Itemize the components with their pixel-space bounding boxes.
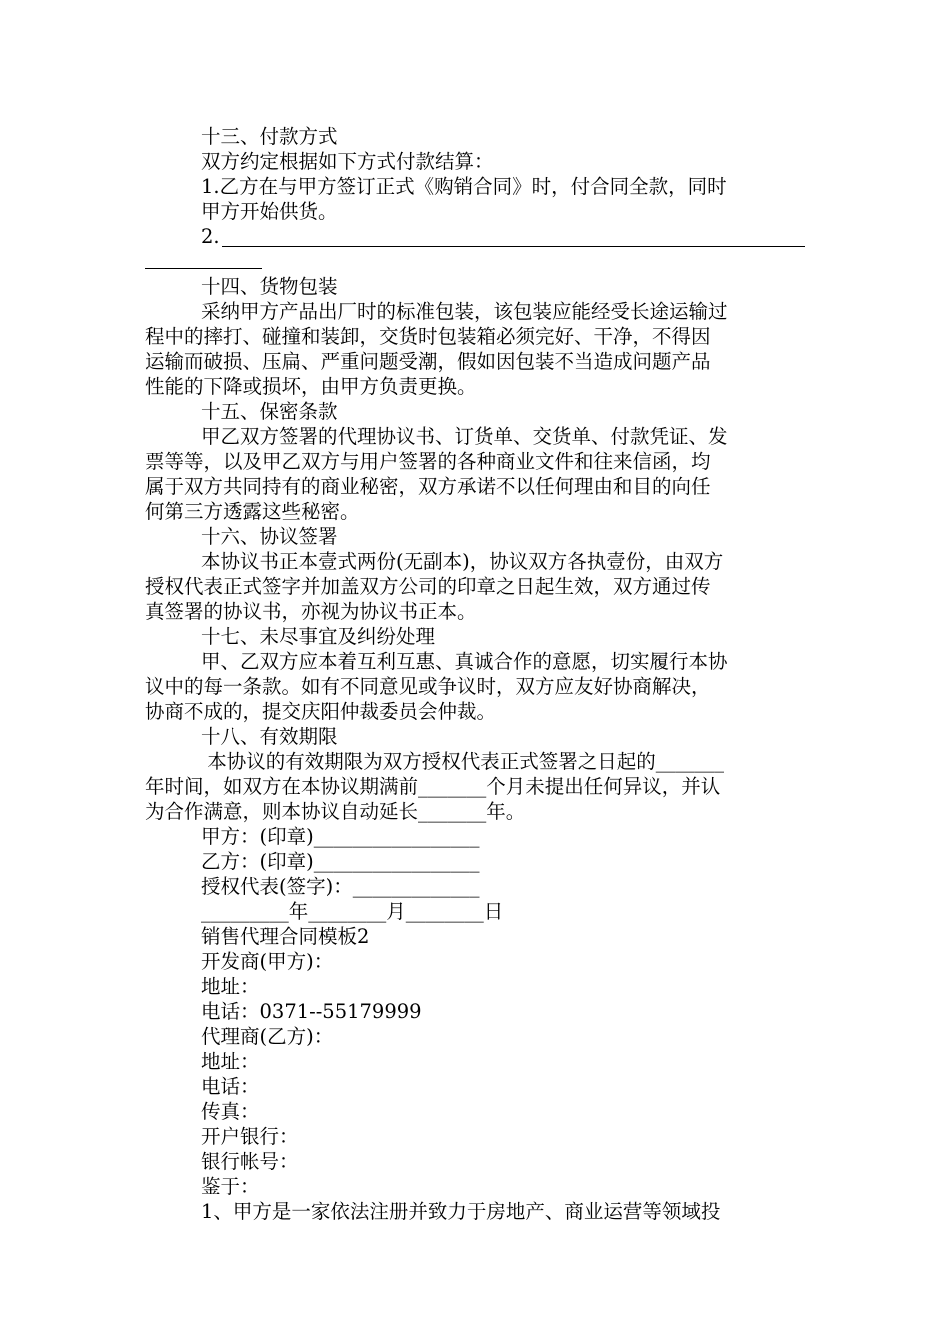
template-2-title: 销售代理合同模板2: [201, 925, 370, 948]
developer-address-field: 地址：: [201, 975, 260, 998]
section-13-title: 十三、付款方式: [201, 125, 338, 148]
paragraph-line: 议中的每一条款。如有不同意见或争议时，双方应友好协商解决，: [145, 675, 711, 698]
blank-fill-line-continued: [145, 268, 262, 269]
signature-representative: 授权代表(签字)：_____________: [201, 875, 480, 898]
agent-fax-field: 传真：: [201, 1100, 260, 1123]
paragraph-line: 属于双方共同持有的商业秘密，双方承诺不以任何理由和目的向任: [145, 475, 711, 498]
item-2-label: 2.: [201, 225, 220, 248]
paragraph-line: 协商不成的，提交庆阳仲裁委员会仲裁。: [145, 700, 497, 723]
paragraph-line: 授权代表正式签字并加盖双方公司的印章之日起生效，双方通过传: [145, 575, 711, 598]
section-15-title: 十五、保密条款: [201, 400, 338, 423]
paragraph-line: 甲、乙双方应本着互利互惠、真诚合作的意愿，切实履行本协: [201, 650, 728, 673]
paragraph-line: 本协议书正本壹式两份(无副本)，协议双方各执壹份，由双方: [201, 550, 724, 573]
paragraph-line: 运输而破损、压扁、严重问题受潮，假如因包装不当造成问题产品: [145, 350, 711, 373]
paragraph-line: 票等等，以及甲乙双方与用户签署的各种商业文件和往来信函，均: [145, 450, 711, 473]
section-18-title: 十八、有效期限: [201, 725, 338, 748]
paragraph-line: 1.乙方在与甲方签订正式《购销合同》时，付合同全款，同时: [201, 175, 727, 198]
developer-field: 开发商(甲方)：: [201, 950, 334, 973]
paragraph-line: 采纳甲方产品出厂时的标准包装，该包装应能经受长途运输过: [201, 300, 728, 323]
section-17-title: 十七、未尽事宜及纠纷处理: [201, 625, 436, 648]
paragraph-line: 程中的摔打、碰撞和装卸，交货时包装箱必须完好、干净，不得因: [145, 325, 711, 348]
bank-field: 开户银行：: [201, 1125, 299, 1148]
bank-account-field: 银行帐号：: [201, 1150, 299, 1173]
whereas-heading: 鉴于：: [201, 1175, 260, 1198]
signature-date: _________年________月________日: [201, 900, 504, 923]
paragraph-line: 真签署的协议书，亦视为协议书正本。: [145, 600, 477, 623]
paragraph-line: 双方约定根据如下方式付款结算：: [201, 150, 494, 173]
whereas-item-1: 1、甲方是一家依法注册并致力于房地产、商业运营等领域投: [201, 1200, 721, 1223]
signature-party-b: 乙方：(印章)_________________: [201, 850, 480, 873]
paragraph-line: 何第三方透露这些秘密。: [145, 500, 360, 523]
agent-phone-field: 电话：: [201, 1075, 260, 1098]
agent-field: 代理商(乙方)：: [201, 1025, 334, 1048]
paragraph-line: 甲方开始供货。: [201, 200, 338, 223]
paragraph-line: 性能的下降或损坏，由甲方负责更换。: [145, 375, 477, 398]
section-16-title: 十六、协议签署: [201, 525, 338, 548]
agent-address-field: 地址：: [201, 1050, 260, 1073]
paragraph-line: 甲乙双方签署的代理协议书、订货单、交货单、付款凭证、发: [201, 425, 728, 448]
paragraph-line: 本协议的有效期限为双方授权代表正式签署之日起的_______: [201, 750, 724, 773]
paragraph-line: 年时间，如双方在本协议期满前_______个月未提出任何异议，并认: [145, 775, 721, 798]
section-14-title: 十四、货物包装: [201, 275, 338, 298]
developer-phone-field: 电话：0371--55179999: [201, 1000, 422, 1023]
blank-fill-line: [222, 246, 805, 247]
signature-party-a: 甲方：(印章)_________________: [201, 825, 480, 848]
paragraph-line: 为合作满意，则本协议自动延长_______年。: [145, 800, 526, 823]
